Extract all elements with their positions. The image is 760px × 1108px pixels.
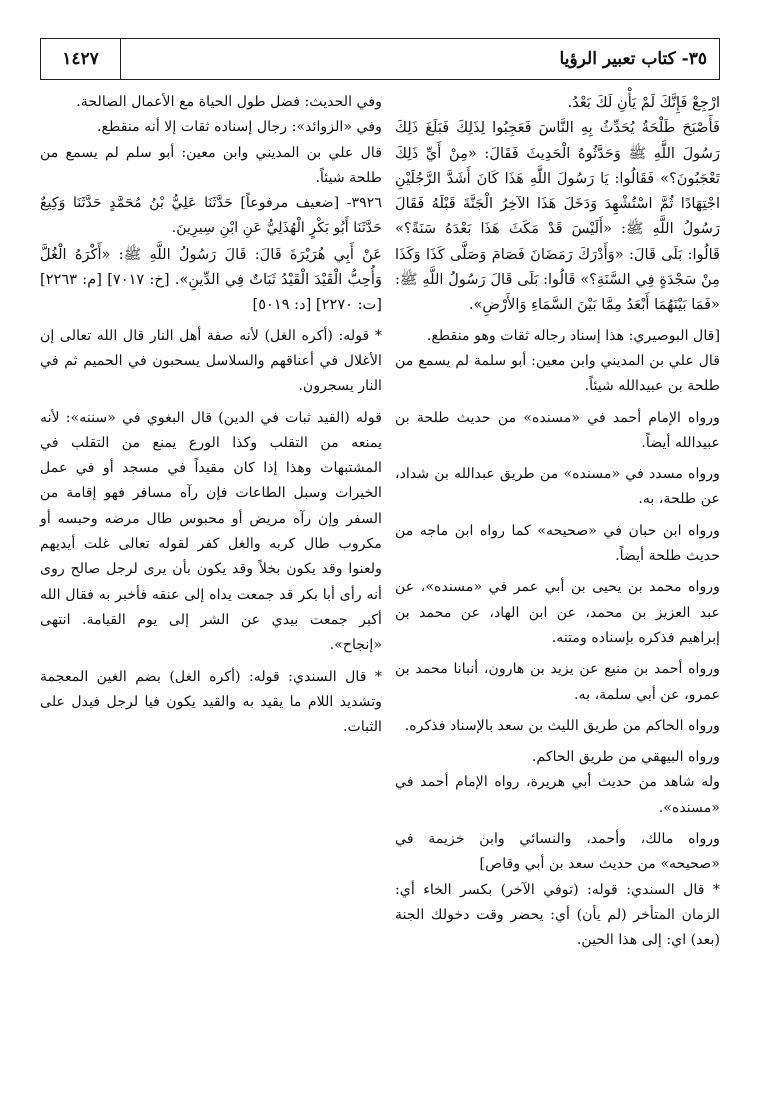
commentary-paragraph: ورواه أحمد بن منيع عن يزيد بن هارون، أنبانا محمد بن عمرو، عن أبي سلمة، به. (395, 661, 720, 703)
commentary-paragraph: * قال السندي: قوله: (أكره الغل) بضم الغين المعجمة وتشديد اللام ما يقيد به والقيد يكون فيا لرجل فيدل على الثبات. (40, 668, 382, 736)
commentary-paragraph: قال علي بن المديني وابن معين: أبو سلمة لم يسمع من طلحة بن عبيدالله شيئاً. (395, 352, 720, 395)
commentary-paragraph: * قوله: (أكره الغل) لأنه صفة أهل النار قال الله تعالى إن الأغلال في أعناقهم والسلاسل يسحبون في الحميم ثم في النار يسجرون. (40, 327, 382, 395)
chapter-title: ٣٥- كتاب تعبير الرؤيا (559, 49, 707, 69)
commentary-paragraph: ورواه ابن حبان في «صحيحه» كما رواه ابن ماجه من حديث طلحة أيضاً. (395, 522, 720, 565)
page-header (40, 38, 720, 80)
commentary-paragraph: [قال البوصيري: هذا إسناد رجاله ثقات وهو منقطع. (426, 327, 720, 344)
commentary-paragraph: ورواه الحاكم من طريق الليث بن سعد بالإسناد فذكره. (404, 717, 720, 734)
hadith-text: فَأَصْبَحَ طَلْحَةُ يُحَدِّثُ بِهِ النَّاسَ فَعَجِبُوا لِذَلِكَ فَبَلَغَ ذَلِكَ رَسُولَ اللَّهِ ﷺ وَحَدَّثُوهُ الْحَدِيثَ فَقَالَ: «مِنْ أَيِّ ذَلِكَ تَعْجَبُونَ؟» فَقَالُوا: يَا رَسُولَ اللَّهِ هَذَا كَانَ أَشَدَّ الرَّجُلَيْنِ اجْتِهَادًا ثُمَّ اسْتُشْهِدَ وَدَخَلَ هَذَا الآخِرُ الْجَنَّةَ قَبْلَهُ فَقَالَ رَسُولُ اللَّهِ ﷺ: «أَلَيْسَ قَدْ مَكَثَ هَذَا بَعْدَهُ سَنَةً؟» قَالُوا: بَلَى قَالَ: «وَأَدْرَكَ رَمَضَانَ فَصَامَ وَصَلَّى كَذَا وَكَذَا مِنْ سَجْدَةٍ فِي السَّنَةِ؟» قَالُوا: بَلَى قَالَ رَسُولُ اللَّهِ ﷺ: «فَمَا بَيْنَهُمَا أَبْعَدُ مِمَّا بَيْنَ السَّمَاءِ وَالأَرْضِ». (395, 119, 720, 314)
commentary-paragraph: ورواه البيهقي من طريق الحاكم. (531, 749, 720, 766)
commentary-paragraph: قوله (القيد ثبات في الدين) قال البغوي في «سننه»: لأنه يمنعه من التقلب وكذا الورع يمنع من التقلب في المشتبهات وهذا إذا كان مقيداً في مسجد أو في عمل الخيرات وسبل الطاعات فإن رآه مسافر فهو إقامة من السفر وإن رآه مريض أو محبوس طال مرضه وحبسه أو مكروب طال كربه والغل كفر لقوله تعالى غلت أيديهم ولعنوا وقد يكون بخلاً وقد يكون بأن يرى لرجل صالح روى أنه رأى أبا بكر قد جمعت يداه إلى عنقه فأخبر به فقال الله أكبر جمعت بيدي عن الشر إلى يوم القيامة. انتهى «إنجاح». (40, 409, 382, 654)
commentary-paragraph: ورواه مالك، وأحمد، والنسائي وابن خزيمة في «صحيحه» من حديث سعد بن أبي وقاص] (395, 831, 720, 873)
hadith-text: عَنْ أَبِي هُرَيْرَةَ قَالَ: قَالَ رَسُولُ اللَّهِ ﷺ: «أَكْرَهُ الْغُلَّ وَأُحِبُّ الْقَيْدَ الْقَيْدُ ثَبَاتٌ فِي الدِّينِ». [خ: ٧٠١٧] [م: ٢٢٦٣] [ت: ٢٢٧٠] [د: ٥٠١٩] (40, 245, 382, 314)
page-number: ١٤٢٧ (41, 39, 121, 79)
hadith-text: ارْجِعْ فَإِنَّكَ لَمْ يَأْنِ لَكَ بَعْدُ. (567, 94, 720, 111)
commentary-paragraph: ورواه مسدد في «مسنده» من طريق عبدالله بن شداد، عن طلحة، به. (395, 466, 720, 508)
commentary-paragraph: * قال السندي: قوله: (توفي الآخر) بكسر الخاء أي: الزمان المتأخر (لم يأن) أي: يحضر وقت دخولك الجنة (بعد) اي: إلى هذا الحين. (395, 881, 720, 949)
commentary-paragraph: وفي «الزوائد»: رجال إسناده ثقات إلا أنه منقطع. (97, 119, 382, 136)
commentary-paragraph: قال علي بن المديني وابن معين: أبو سلم لم يسمع من طلحة شيئاً. (40, 144, 382, 186)
commentary-paragraph: وله شاهد من حديث أبي هريرة، رواه الإمام أحمد في «مسنده». (395, 774, 720, 816)
commentary-paragraph: ورواه محمد بن يحيى بن أبي عمر في «مسنده»، عن عبد العزيز بن محمد، عن ابن الهاد، عن محمد بن إبراهيم فذكره بإسناده ومتنه. (395, 579, 720, 646)
commentary-paragraph: وفي الحديث: فضل طول الحياة مع الأعمال الصالحة. (76, 94, 382, 110)
right-column (395, 90, 720, 954)
commentary-paragraph: ورواه الإمام أحمد في «مسنده» من حديث طلحة بن عبيدالله أيضاً. (395, 409, 720, 451)
hadith-heading: ٣٩٢٦- [ضعيف مرفوعاً] حَدَّثَنَا عَلِيُّ بْنُ مُحَمَّدٍ حَدَّثَنَا وَكِيعٌ حَدَّثَنَا أَبُو بَكْرٍ الْهُذَلِيُّ عَنِ ابْنِ سِيرِينَ. (40, 195, 382, 237)
left-column (40, 90, 382, 740)
